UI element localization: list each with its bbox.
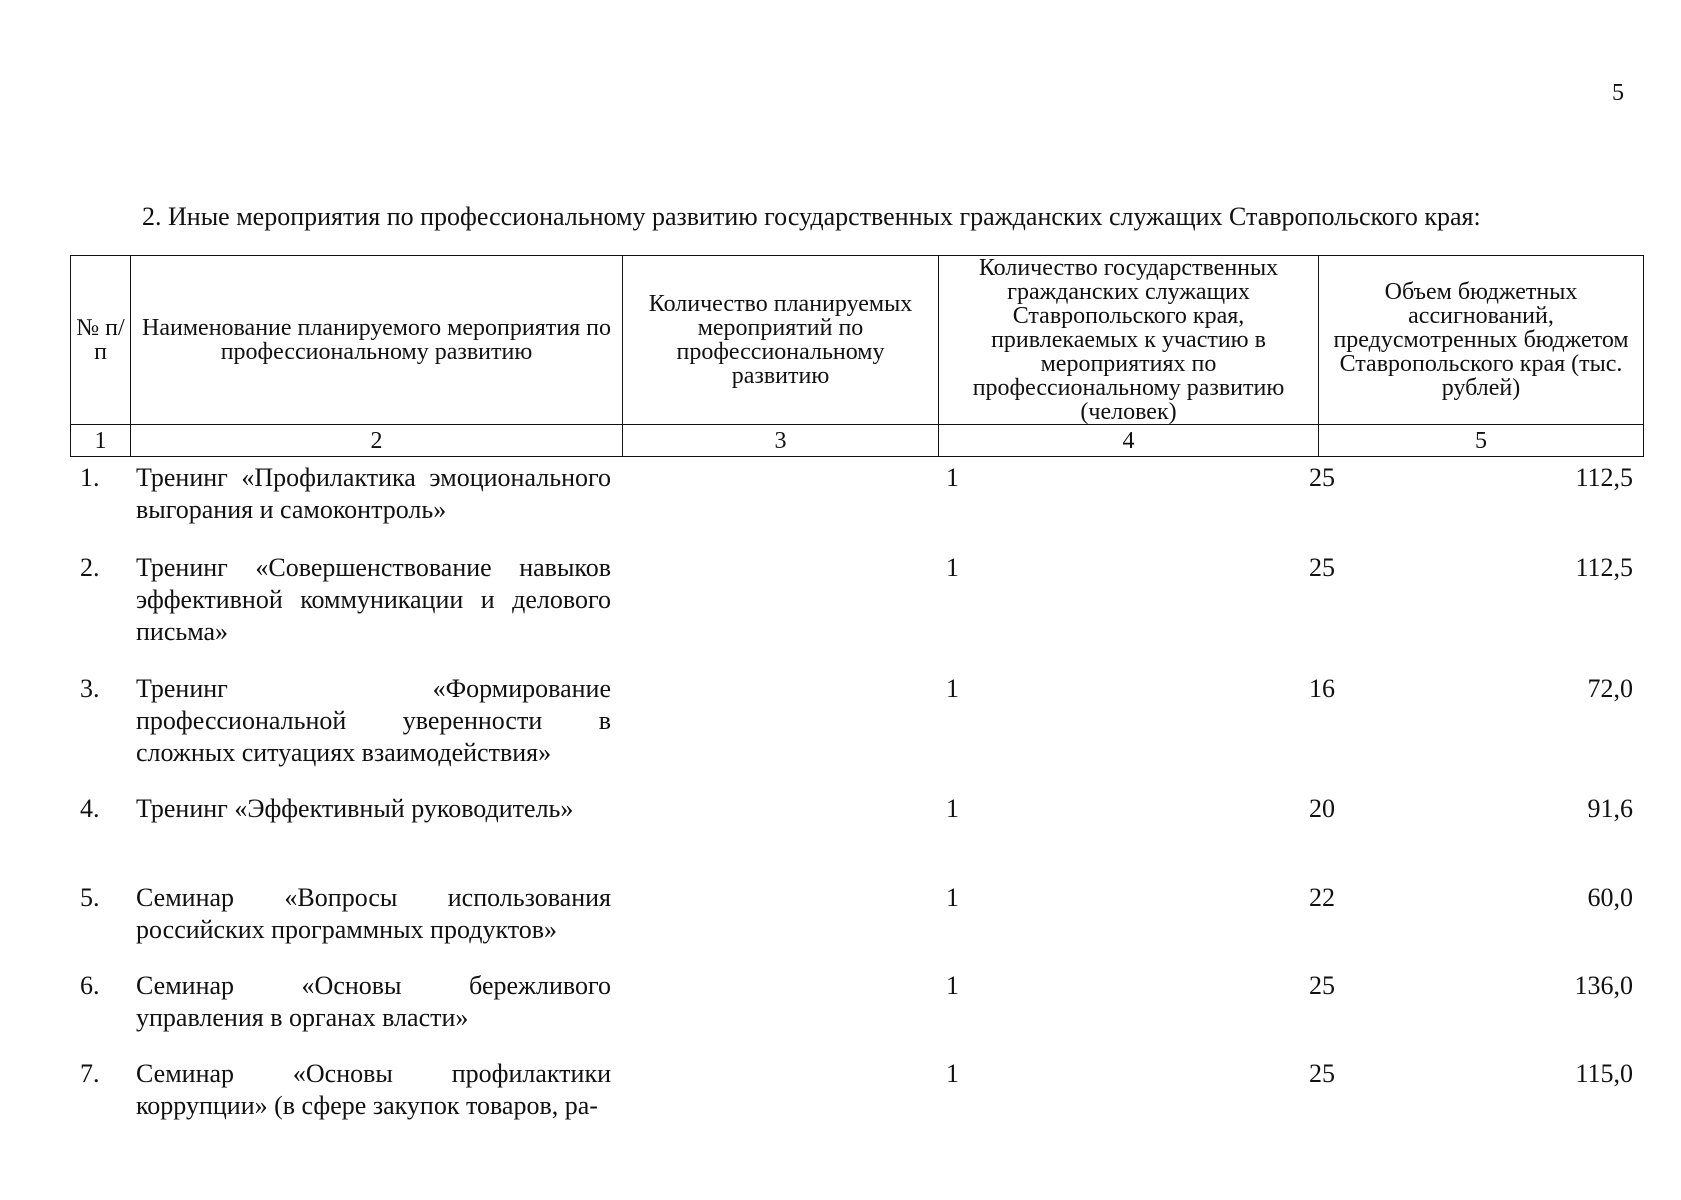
table-header xyxy=(70,255,1644,457)
row-number: 2. xyxy=(80,553,100,582)
row-name: Тренинг «Профилактика эмоционального выгорания и самоконтроль» xyxy=(136,463,611,524)
row-budget: 72,0 xyxy=(1587,674,1633,703)
row-name: Семинар «Вопросы использования российских программных продуктов» xyxy=(136,883,611,944)
row-number: 5. xyxy=(80,883,100,912)
header-col-2: Наименование планируемого мероприятия по профессиональному развитию xyxy=(131,256,623,425)
row-count: 1 xyxy=(946,883,959,912)
row-budget: 60,0 xyxy=(1587,883,1633,912)
row-count: 1 xyxy=(946,553,959,582)
row-number: 6. xyxy=(80,971,100,1000)
header-col-3: Количество планируемых мероприятий по профессиональному развитию xyxy=(623,256,939,425)
row-count: 1 xyxy=(946,794,959,823)
row-name: Семинар «Основы профилактики коррупции» (в сфере закупок товаров, ра- xyxy=(136,1059,611,1120)
row-number: 4. xyxy=(80,794,100,823)
column-number-5: 5 xyxy=(1319,425,1644,457)
row-people: 22 xyxy=(1309,883,1335,912)
header-col-1: № п/п xyxy=(71,256,131,425)
header-col-4: Количество государственных гражданских служащих Ставропольского края, привлекаемых к участию в мероприятиях по профессиональному развитию (человек) xyxy=(939,256,1319,425)
row-count: 1 xyxy=(946,1059,959,1088)
row-people: 16 xyxy=(1309,674,1335,703)
section-title: 2. Иные мероприятия по профессиональному развитию государственных гражданских служащих Ставропольского края: xyxy=(142,202,1481,231)
page-number: 5 xyxy=(1612,80,1624,106)
row-budget: 136,0 xyxy=(1574,971,1633,1000)
row-people: 25 xyxy=(1309,553,1335,582)
row-number: 7. xyxy=(80,1059,100,1088)
row-people: 25 xyxy=(1309,971,1335,1000)
column-number-3: 3 xyxy=(623,425,939,457)
row-number: 3. xyxy=(80,674,100,703)
row-budget: 112,5 xyxy=(1575,553,1633,582)
row-budget: 91,6 xyxy=(1587,794,1633,823)
column-number-4: 4 xyxy=(939,425,1319,457)
row-name: Тренинг «Эффективный руководитель» xyxy=(136,794,574,823)
column-number-2: 2 xyxy=(131,425,623,457)
row-budget: 115,0 xyxy=(1575,1059,1633,1088)
row-name: Семинар «Основы бережливого управления в органах власти» xyxy=(136,971,611,1032)
row-count: 1 xyxy=(946,971,959,1000)
row-people: 25 xyxy=(1309,1059,1335,1088)
row-people: 25 xyxy=(1309,463,1335,492)
row-count: 1 xyxy=(946,674,959,703)
header-col-5: Объем бюджетных ассигнований, предусмотренных бюджетом Ставропольского края (тыс. рублей) xyxy=(1319,256,1644,425)
row-people: 20 xyxy=(1309,794,1335,823)
column-number-1: 1 xyxy=(71,425,131,457)
row-number: 1. xyxy=(80,463,100,492)
row-count: 1 xyxy=(946,463,959,492)
row-budget: 112,5 xyxy=(1575,463,1633,492)
row-name: Тренинг «Совершенствование навыков эффективной коммуникации и делового письма» xyxy=(136,553,611,646)
row-name: Тренинг «Формирование профессиональной уверенности в сложных ситуациях взаимодействия» xyxy=(136,674,611,767)
